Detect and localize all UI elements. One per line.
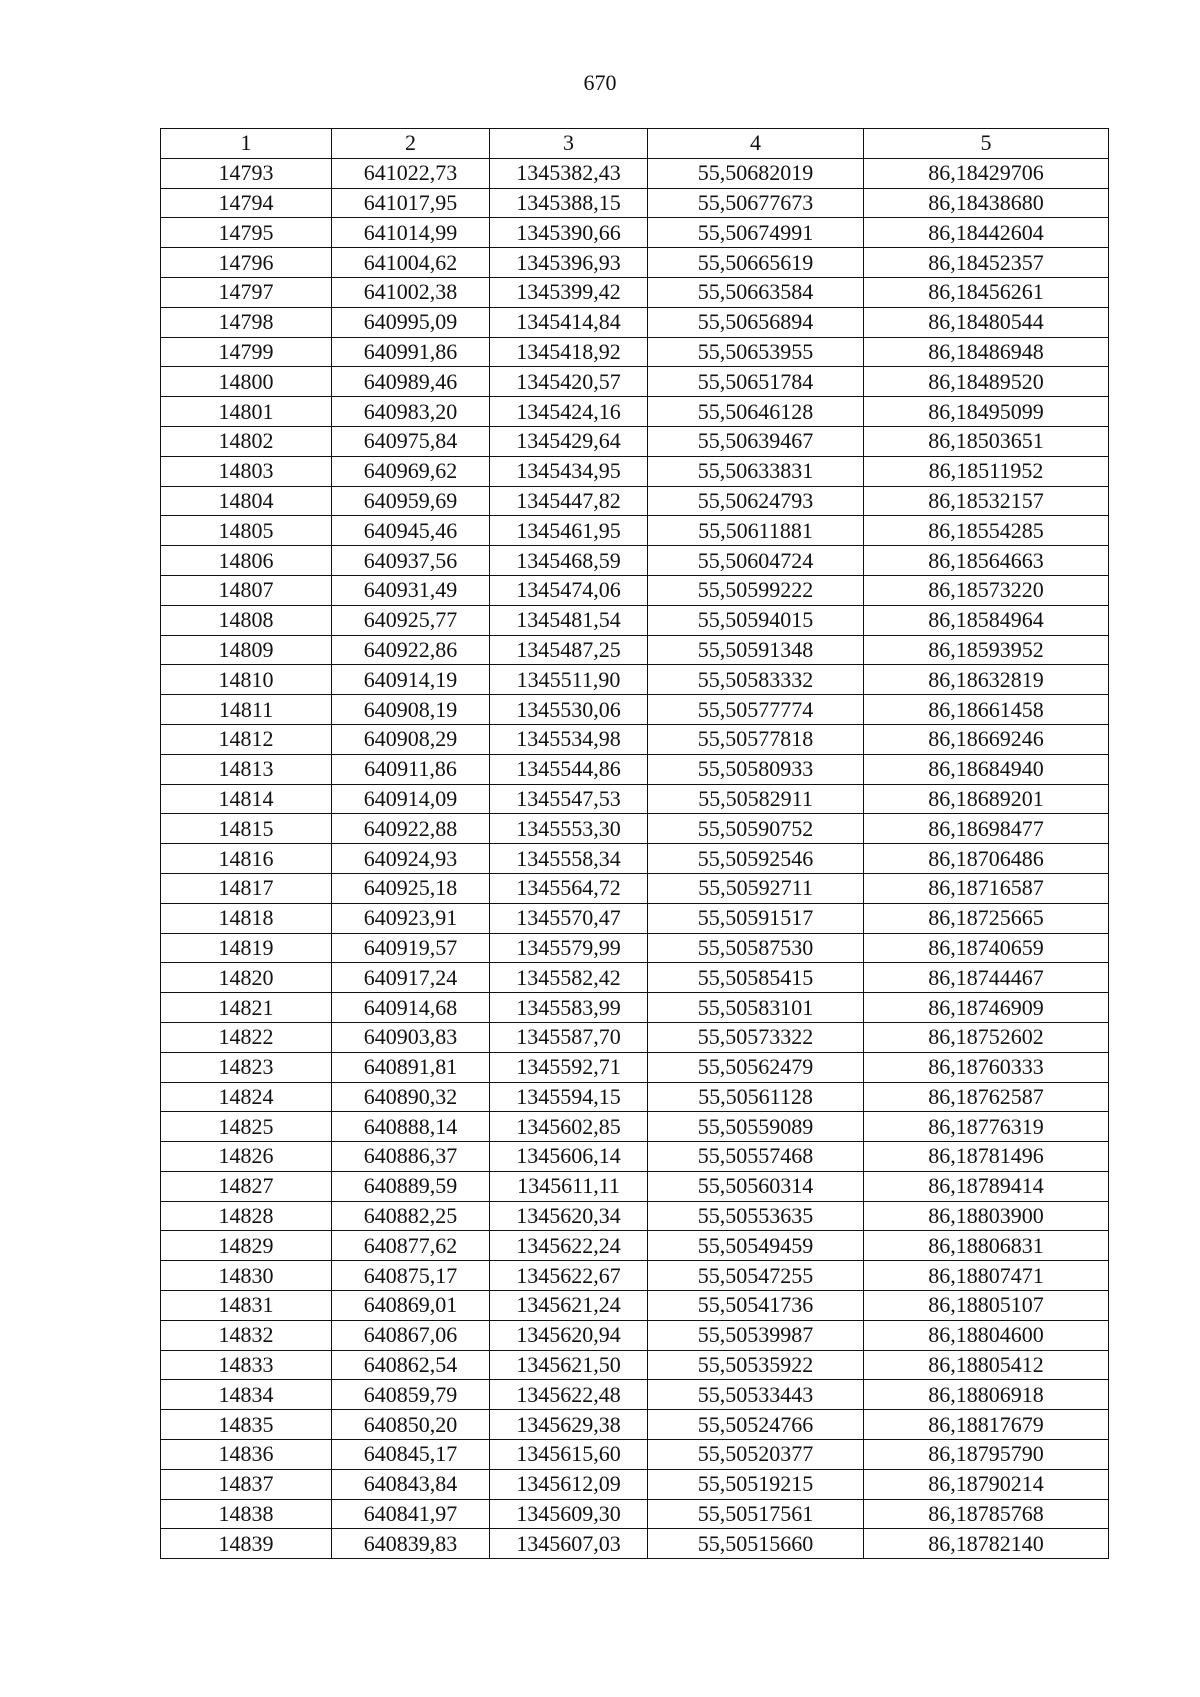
longitude-cell: 86,18438680	[864, 188, 1109, 218]
point-number-cell: 14800	[161, 367, 332, 397]
longitude-cell: 86,18817679	[864, 1410, 1109, 1440]
table-row	[161, 575, 1109, 605]
point-number-cell: 14830	[161, 1261, 332, 1291]
longitude-cell: 86,18776319	[864, 1112, 1109, 1142]
table-row	[161, 1410, 1109, 1440]
x-coordinate-cell: 640914,68	[332, 993, 490, 1023]
table-body	[161, 158, 1109, 1558]
x-coordinate-cell: 640875,17	[332, 1261, 490, 1291]
coordinates-table	[160, 128, 1109, 1559]
y-coordinate-cell: 1345622,67	[490, 1261, 648, 1291]
latitude-cell: 55,50583101	[648, 993, 864, 1023]
x-coordinate-cell: 641002,38	[332, 277, 490, 307]
point-number-cell: 14814	[161, 784, 332, 814]
point-number-cell: 14838	[161, 1499, 332, 1529]
y-coordinate-cell: 1345511,90	[490, 665, 648, 695]
column-header-1: 1	[161, 129, 332, 159]
y-coordinate-cell: 1345396,93	[490, 248, 648, 278]
point-number-cell: 14809	[161, 635, 332, 665]
y-coordinate-cell: 1345582,42	[490, 963, 648, 993]
table-row	[161, 158, 1109, 188]
latitude-cell: 55,50577818	[648, 724, 864, 754]
y-coordinate-cell: 1345461,95	[490, 516, 648, 546]
longitude-cell: 86,18503651	[864, 426, 1109, 456]
y-coordinate-cell: 1345447,82	[490, 486, 648, 516]
x-coordinate-cell: 640931,49	[332, 575, 490, 605]
column-header-4: 4	[648, 129, 864, 159]
point-number-cell: 14825	[161, 1112, 332, 1142]
point-number-cell: 14835	[161, 1410, 332, 1440]
latitude-cell: 55,50580933	[648, 754, 864, 784]
table-row	[161, 1112, 1109, 1142]
table-row	[161, 1231, 1109, 1261]
longitude-cell: 86,18785768	[864, 1499, 1109, 1529]
point-number-cell: 14839	[161, 1529, 332, 1559]
latitude-cell: 55,50599222	[648, 575, 864, 605]
table-row	[161, 1320, 1109, 1350]
x-coordinate-cell: 640839,83	[332, 1529, 490, 1559]
point-number-cell: 14799	[161, 337, 332, 367]
point-number-cell: 14793	[161, 158, 332, 188]
table-row	[161, 277, 1109, 307]
table-row	[161, 1052, 1109, 1082]
x-coordinate-cell: 640919,57	[332, 933, 490, 963]
x-coordinate-cell: 640903,83	[332, 1022, 490, 1052]
table-row	[161, 1350, 1109, 1380]
y-coordinate-cell: 1345607,03	[490, 1529, 648, 1559]
x-coordinate-cell: 640867,06	[332, 1320, 490, 1350]
point-number-cell: 14833	[161, 1350, 332, 1380]
latitude-cell: 55,50585415	[648, 963, 864, 993]
latitude-cell: 55,50653955	[648, 337, 864, 367]
longitude-cell: 86,18746909	[864, 993, 1109, 1023]
longitude-cell: 86,18740659	[864, 933, 1109, 963]
latitude-cell: 55,50533443	[648, 1380, 864, 1410]
table-row	[161, 1142, 1109, 1172]
table-row	[161, 873, 1109, 903]
point-number-cell: 14806	[161, 546, 332, 576]
y-coordinate-cell: 1345621,50	[490, 1350, 648, 1380]
table-row	[161, 903, 1109, 933]
y-coordinate-cell: 1345399,42	[490, 277, 648, 307]
y-coordinate-cell: 1345418,92	[490, 337, 648, 367]
latitude-cell: 55,50592711	[648, 873, 864, 903]
x-coordinate-cell: 640945,46	[332, 516, 490, 546]
table-header	[161, 129, 1109, 159]
x-coordinate-cell: 640914,19	[332, 665, 490, 695]
latitude-cell: 55,50557468	[648, 1142, 864, 1172]
latitude-cell: 55,50561128	[648, 1082, 864, 1112]
longitude-cell: 86,18804600	[864, 1320, 1109, 1350]
y-coordinate-cell: 1345594,15	[490, 1082, 648, 1112]
point-number-cell: 14815	[161, 814, 332, 844]
x-coordinate-cell: 640862,54	[332, 1350, 490, 1380]
table-row	[161, 1171, 1109, 1201]
y-coordinate-cell: 1345583,99	[490, 993, 648, 1023]
table-row	[161, 635, 1109, 665]
point-number-cell: 14803	[161, 456, 332, 486]
y-coordinate-cell: 1345564,72	[490, 873, 648, 903]
latitude-cell: 55,50583332	[648, 665, 864, 695]
table-row	[161, 605, 1109, 635]
longitude-cell: 86,18698477	[864, 814, 1109, 844]
y-coordinate-cell: 1345606,14	[490, 1142, 648, 1172]
y-coordinate-cell: 1345602,85	[490, 1112, 648, 1142]
point-number-cell: 14836	[161, 1440, 332, 1470]
table-row	[161, 1529, 1109, 1559]
x-coordinate-cell: 640850,20	[332, 1410, 490, 1440]
y-coordinate-cell: 1345388,15	[490, 188, 648, 218]
x-coordinate-cell: 640869,01	[332, 1291, 490, 1321]
x-coordinate-cell: 640882,25	[332, 1201, 490, 1231]
point-number-cell: 14797	[161, 277, 332, 307]
table-row	[161, 456, 1109, 486]
point-number-cell: 14822	[161, 1022, 332, 1052]
table-row	[161, 1440, 1109, 1470]
latitude-cell: 55,50535922	[648, 1350, 864, 1380]
x-coordinate-cell: 640908,29	[332, 724, 490, 754]
table-row	[161, 963, 1109, 993]
table-row	[161, 724, 1109, 754]
point-number-cell: 14811	[161, 695, 332, 725]
y-coordinate-cell: 1345609,30	[490, 1499, 648, 1529]
point-number-cell: 14821	[161, 993, 332, 1023]
latitude-cell: 55,50594015	[648, 605, 864, 635]
longitude-cell: 86,18632819	[864, 665, 1109, 695]
longitude-cell: 86,18456261	[864, 277, 1109, 307]
y-coordinate-cell: 1345429,64	[490, 426, 648, 456]
longitude-cell: 86,18593952	[864, 635, 1109, 665]
point-number-cell: 14817	[161, 873, 332, 903]
x-coordinate-cell: 640877,62	[332, 1231, 490, 1261]
longitude-cell: 86,18806831	[864, 1231, 1109, 1261]
header-row	[161, 129, 1109, 159]
longitude-cell: 86,18706486	[864, 844, 1109, 874]
latitude-cell: 55,50562479	[648, 1052, 864, 1082]
longitude-cell: 86,18429706	[864, 158, 1109, 188]
table-row	[161, 814, 1109, 844]
longitude-cell: 86,18805412	[864, 1350, 1109, 1380]
x-coordinate-cell: 640923,91	[332, 903, 490, 933]
latitude-cell: 55,50524766	[648, 1410, 864, 1440]
latitude-cell: 55,50573322	[648, 1022, 864, 1052]
table-row	[161, 426, 1109, 456]
point-number-cell: 14813	[161, 754, 332, 784]
table-row	[161, 397, 1109, 427]
y-coordinate-cell: 1345420,57	[490, 367, 648, 397]
point-number-cell: 14805	[161, 516, 332, 546]
longitude-cell: 86,18480544	[864, 307, 1109, 337]
x-coordinate-cell: 640959,69	[332, 486, 490, 516]
y-coordinate-cell: 1345570,47	[490, 903, 648, 933]
longitude-cell: 86,18782140	[864, 1529, 1109, 1559]
latitude-cell: 55,50646128	[648, 397, 864, 427]
x-coordinate-cell: 640937,56	[332, 546, 490, 576]
x-coordinate-cell: 640924,93	[332, 844, 490, 874]
longitude-cell: 86,18564663	[864, 546, 1109, 576]
y-coordinate-cell: 1345468,59	[490, 546, 648, 576]
x-coordinate-cell: 640995,09	[332, 307, 490, 337]
x-coordinate-cell: 640969,62	[332, 456, 490, 486]
latitude-cell: 55,50539987	[648, 1320, 864, 1350]
table-row	[161, 1469, 1109, 1499]
point-number-cell: 14801	[161, 397, 332, 427]
latitude-cell: 55,50624793	[648, 486, 864, 516]
longitude-cell: 86,18554285	[864, 516, 1109, 546]
x-coordinate-cell: 640841,97	[332, 1499, 490, 1529]
point-number-cell: 14837	[161, 1469, 332, 1499]
y-coordinate-cell: 1345611,11	[490, 1171, 648, 1201]
y-coordinate-cell: 1345547,53	[490, 784, 648, 814]
x-coordinate-cell: 640908,19	[332, 695, 490, 725]
y-coordinate-cell: 1345629,38	[490, 1410, 648, 1440]
y-coordinate-cell: 1345587,70	[490, 1022, 648, 1052]
y-coordinate-cell: 1345621,24	[490, 1291, 648, 1321]
point-number-cell: 14824	[161, 1082, 332, 1112]
latitude-cell: 55,50590752	[648, 814, 864, 844]
table-row	[161, 248, 1109, 278]
latitude-cell: 55,50517561	[648, 1499, 864, 1529]
longitude-cell: 86,18511952	[864, 456, 1109, 486]
point-number-cell: 14826	[161, 1142, 332, 1172]
y-coordinate-cell: 1345487,25	[490, 635, 648, 665]
column-header-2: 2	[332, 129, 490, 159]
table-row	[161, 1082, 1109, 1112]
table-row	[161, 1022, 1109, 1052]
latitude-cell: 55,50665619	[648, 248, 864, 278]
x-coordinate-cell: 640991,86	[332, 337, 490, 367]
x-coordinate-cell: 640843,84	[332, 1469, 490, 1499]
table-row	[161, 367, 1109, 397]
longitude-cell: 86,18805107	[864, 1291, 1109, 1321]
y-coordinate-cell: 1345612,09	[490, 1469, 648, 1499]
table-row	[161, 218, 1109, 248]
table-row	[161, 1261, 1109, 1291]
point-number-cell: 14823	[161, 1052, 332, 1082]
y-coordinate-cell: 1345424,16	[490, 397, 648, 427]
x-coordinate-cell: 640925,77	[332, 605, 490, 635]
latitude-cell: 55,50541736	[648, 1291, 864, 1321]
point-number-cell: 14804	[161, 486, 332, 516]
x-coordinate-cell: 640889,59	[332, 1171, 490, 1201]
longitude-cell: 86,18744467	[864, 963, 1109, 993]
longitude-cell: 86,18584964	[864, 605, 1109, 635]
x-coordinate-cell: 640922,88	[332, 814, 490, 844]
longitude-cell: 86,18762587	[864, 1082, 1109, 1112]
y-coordinate-cell: 1345544,86	[490, 754, 648, 784]
longitude-cell: 86,18532157	[864, 486, 1109, 516]
longitude-cell: 86,18789414	[864, 1171, 1109, 1201]
y-coordinate-cell: 1345620,94	[490, 1320, 648, 1350]
x-coordinate-cell: 640917,24	[332, 963, 490, 993]
latitude-cell: 55,50519215	[648, 1469, 864, 1499]
page-number: 670	[583, 70, 617, 95]
x-coordinate-cell: 640911,86	[332, 754, 490, 784]
table-row	[161, 337, 1109, 367]
x-coordinate-cell: 641017,95	[332, 188, 490, 218]
point-number-cell: 14818	[161, 903, 332, 933]
y-coordinate-cell: 1345534,98	[490, 724, 648, 754]
y-coordinate-cell: 1345474,06	[490, 575, 648, 605]
table-row	[161, 1201, 1109, 1231]
y-coordinate-cell: 1345414,84	[490, 307, 648, 337]
point-number-cell: 14807	[161, 575, 332, 605]
x-coordinate-cell: 640925,18	[332, 873, 490, 903]
y-coordinate-cell: 1345615,60	[490, 1440, 648, 1470]
longitude-cell: 86,18684940	[864, 754, 1109, 784]
latitude-cell: 55,50553635	[648, 1201, 864, 1231]
longitude-cell: 86,18669246	[864, 724, 1109, 754]
table-row	[161, 546, 1109, 576]
table-row	[161, 695, 1109, 725]
latitude-cell: 55,50639467	[648, 426, 864, 456]
latitude-cell: 55,50592546	[648, 844, 864, 874]
x-coordinate-cell: 640983,20	[332, 397, 490, 427]
point-number-cell: 14802	[161, 426, 332, 456]
longitude-cell: 86,18795790	[864, 1440, 1109, 1470]
y-coordinate-cell: 1345558,34	[490, 844, 648, 874]
longitude-cell: 86,18452357	[864, 248, 1109, 278]
latitude-cell: 55,50559089	[648, 1112, 864, 1142]
y-coordinate-cell: 1345530,06	[490, 695, 648, 725]
point-number-cell: 14827	[161, 1171, 332, 1201]
point-number-cell: 14816	[161, 844, 332, 874]
latitude-cell: 55,50674991	[648, 218, 864, 248]
latitude-cell: 55,50651784	[648, 367, 864, 397]
table-row	[161, 307, 1109, 337]
x-coordinate-cell: 640891,81	[332, 1052, 490, 1082]
x-coordinate-cell: 641014,99	[332, 218, 490, 248]
latitude-cell: 55,50611881	[648, 516, 864, 546]
x-coordinate-cell: 640886,37	[332, 1142, 490, 1172]
latitude-cell: 55,50515660	[648, 1529, 864, 1559]
table-row	[161, 665, 1109, 695]
point-number-cell: 14798	[161, 307, 332, 337]
y-coordinate-cell: 1345553,30	[490, 814, 648, 844]
table-row	[161, 754, 1109, 784]
latitude-cell: 55,50656894	[648, 307, 864, 337]
y-coordinate-cell: 1345620,34	[490, 1201, 648, 1231]
table-row	[161, 933, 1109, 963]
y-coordinate-cell: 1345390,66	[490, 218, 648, 248]
longitude-cell: 86,18790214	[864, 1469, 1109, 1499]
longitude-cell: 86,18442604	[864, 218, 1109, 248]
x-coordinate-cell: 640975,84	[332, 426, 490, 456]
latitude-cell: 55,50677673	[648, 188, 864, 218]
latitude-cell: 55,50663584	[648, 277, 864, 307]
latitude-cell: 55,50582911	[648, 784, 864, 814]
latitude-cell: 55,50547255	[648, 1261, 864, 1291]
x-coordinate-cell: 641004,62	[332, 248, 490, 278]
y-coordinate-cell: 1345434,95	[490, 456, 648, 486]
point-number-cell: 14832	[161, 1320, 332, 1350]
y-coordinate-cell: 1345622,24	[490, 1231, 648, 1261]
longitude-cell: 86,18489520	[864, 367, 1109, 397]
point-number-cell: 14828	[161, 1201, 332, 1231]
longitude-cell: 86,18661458	[864, 695, 1109, 725]
longitude-cell: 86,18486948	[864, 337, 1109, 367]
longitude-cell: 86,18806918	[864, 1380, 1109, 1410]
point-number-cell: 14834	[161, 1380, 332, 1410]
table-row	[161, 1291, 1109, 1321]
point-number-cell: 14831	[161, 1291, 332, 1321]
column-header-5: 5	[864, 129, 1109, 159]
y-coordinate-cell: 1345592,71	[490, 1052, 648, 1082]
latitude-cell: 55,50549459	[648, 1231, 864, 1261]
longitude-cell: 86,18725665	[864, 903, 1109, 933]
point-number-cell: 14812	[161, 724, 332, 754]
x-coordinate-cell: 640989,46	[332, 367, 490, 397]
point-number-cell: 14796	[161, 248, 332, 278]
column-header-3: 3	[490, 129, 648, 159]
latitude-cell: 55,50587530	[648, 933, 864, 963]
latitude-cell: 55,50560314	[648, 1171, 864, 1201]
x-coordinate-cell: 640922,86	[332, 635, 490, 665]
longitude-cell: 86,18807471	[864, 1261, 1109, 1291]
latitude-cell: 55,50604724	[648, 546, 864, 576]
table-row	[161, 1499, 1109, 1529]
longitude-cell: 86,18781496	[864, 1142, 1109, 1172]
point-number-cell: 14820	[161, 963, 332, 993]
longitude-cell: 86,18752602	[864, 1022, 1109, 1052]
table-row	[161, 993, 1109, 1023]
longitude-cell: 86,18760333	[864, 1052, 1109, 1082]
y-coordinate-cell: 1345579,99	[490, 933, 648, 963]
latitude-cell: 55,50577774	[648, 695, 864, 725]
x-coordinate-cell: 640890,32	[332, 1082, 490, 1112]
longitude-cell: 86,18495099	[864, 397, 1109, 427]
x-coordinate-cell: 641022,73	[332, 158, 490, 188]
point-number-cell: 14794	[161, 188, 332, 218]
point-number-cell: 14829	[161, 1231, 332, 1261]
latitude-cell: 55,50633831	[648, 456, 864, 486]
table-row	[161, 1380, 1109, 1410]
table-row	[161, 844, 1109, 874]
longitude-cell: 86,18573220	[864, 575, 1109, 605]
longitude-cell: 86,18716587	[864, 873, 1109, 903]
longitude-cell: 86,18689201	[864, 784, 1109, 814]
x-coordinate-cell: 640845,17	[332, 1440, 490, 1470]
table-row	[161, 486, 1109, 516]
point-number-cell: 14795	[161, 218, 332, 248]
x-coordinate-cell: 640888,14	[332, 1112, 490, 1142]
latitude-cell: 55,50682019	[648, 158, 864, 188]
latitude-cell: 55,50591348	[648, 635, 864, 665]
table-row	[161, 516, 1109, 546]
point-number-cell: 14819	[161, 933, 332, 963]
point-number-cell: 14808	[161, 605, 332, 635]
y-coordinate-cell: 1345622,48	[490, 1380, 648, 1410]
y-coordinate-cell: 1345382,43	[490, 158, 648, 188]
latitude-cell: 55,50591517	[648, 903, 864, 933]
table-row	[161, 188, 1109, 218]
latitude-cell: 55,50520377	[648, 1440, 864, 1470]
x-coordinate-cell: 640914,09	[332, 784, 490, 814]
longitude-cell: 86,18803900	[864, 1201, 1109, 1231]
table-row	[161, 784, 1109, 814]
x-coordinate-cell: 640859,79	[332, 1380, 490, 1410]
point-number-cell: 14810	[161, 665, 332, 695]
y-coordinate-cell: 1345481,54	[490, 605, 648, 635]
